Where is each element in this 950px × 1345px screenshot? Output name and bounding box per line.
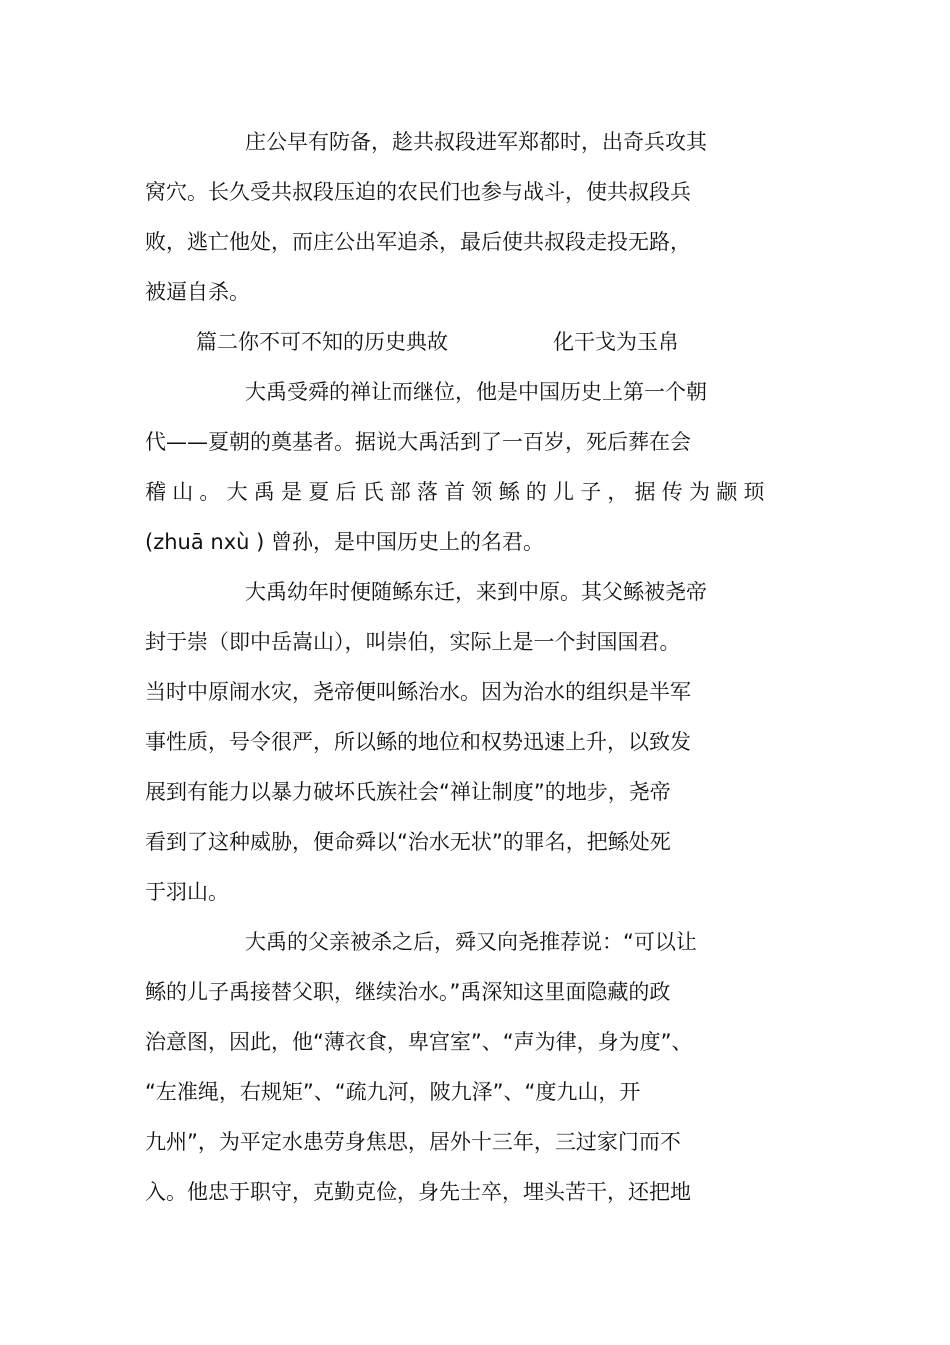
paragraph-line: 大禹受舜的禅让而继位，他是中国历史上第一个朝 [245, 380, 707, 404]
section-heading-subtitle: 化干戈为玉帛 [553, 330, 679, 354]
paragraph-line: 代——夏朝的奠基者。据说大禹活到了一百岁，死后葬在会 [145, 430, 691, 454]
paragraph-line: 入。他忠于职守，克勤克俭，身先士卒，埋头苦干，还把地 [145, 1180, 691, 1204]
paragraph-line: 展到有能力以暴力破坏氏族社会“禅让制度”的地步，尧帝 [145, 780, 671, 804]
paragraph-line: 窝穴。长久受共叔段压迫的农民们也参与战斗，使共叔段兵 [145, 180, 691, 204]
paragraph-line: 当时中原闹水灾，尧帝便叫鲧治水。因为治水的组织是半军 [145, 680, 691, 704]
paragraph-line: 九州”，为平定水患劳身焦思，居外十三年，三过家门而不 [145, 1130, 681, 1154]
paragraph-line: 稽山。大禹是夏后氏部落首领鲧的儿子，据传为颛顼 [145, 480, 771, 504]
paragraph-line: 大禹的父亲被杀之后，舜又向尧推荐说：“可以让 [245, 930, 697, 954]
paragraph-line: 看到了这种威胁，便命舜以“治水无状”的罪名，把鲧处死 [145, 830, 671, 854]
paragraph-line: 鲧的儿子禹接替父职，继续治水。”禹深知这里面隐藏的政 [145, 980, 671, 1004]
paragraph-line: 被逼自杀。 [145, 280, 250, 304]
paragraph-line: 败，逃亡他处，而庄公出军追杀，最后使共叔段走投无路， [145, 230, 691, 254]
paragraph-line: 封于崇（即中岳嵩山），叫崇伯，实际上是一个封国国君。 [145, 630, 681, 654]
paragraph-line: 于羽山。 [145, 880, 229, 904]
section-heading-title: 篇二你不可不知的历史典故 [196, 330, 448, 354]
paragraph-line: 庄公早有防备，趁共叔段进军郑都时，出奇兵攻其 [245, 130, 707, 154]
paragraph-line: (zhuā nxù ) 曾孙，是中国历史上的名君。 [145, 530, 544, 554]
paragraph-line: 事性质，号令很严，所以鲧的地位和权势迅速上升，以致发 [145, 730, 691, 754]
paragraph-line: “左准绳，右规矩”、“疏九河，陂九泽”、“度九山，开 [145, 1080, 641, 1104]
paragraph-line: 治意图，因此，他“薄衣食，卑宫室”、“声为律，身为度”、 [145, 1030, 693, 1054]
paragraph-line: 大禹幼年时便随鲧东迁，来到中原。其父鲧被尧帝 [245, 580, 707, 604]
